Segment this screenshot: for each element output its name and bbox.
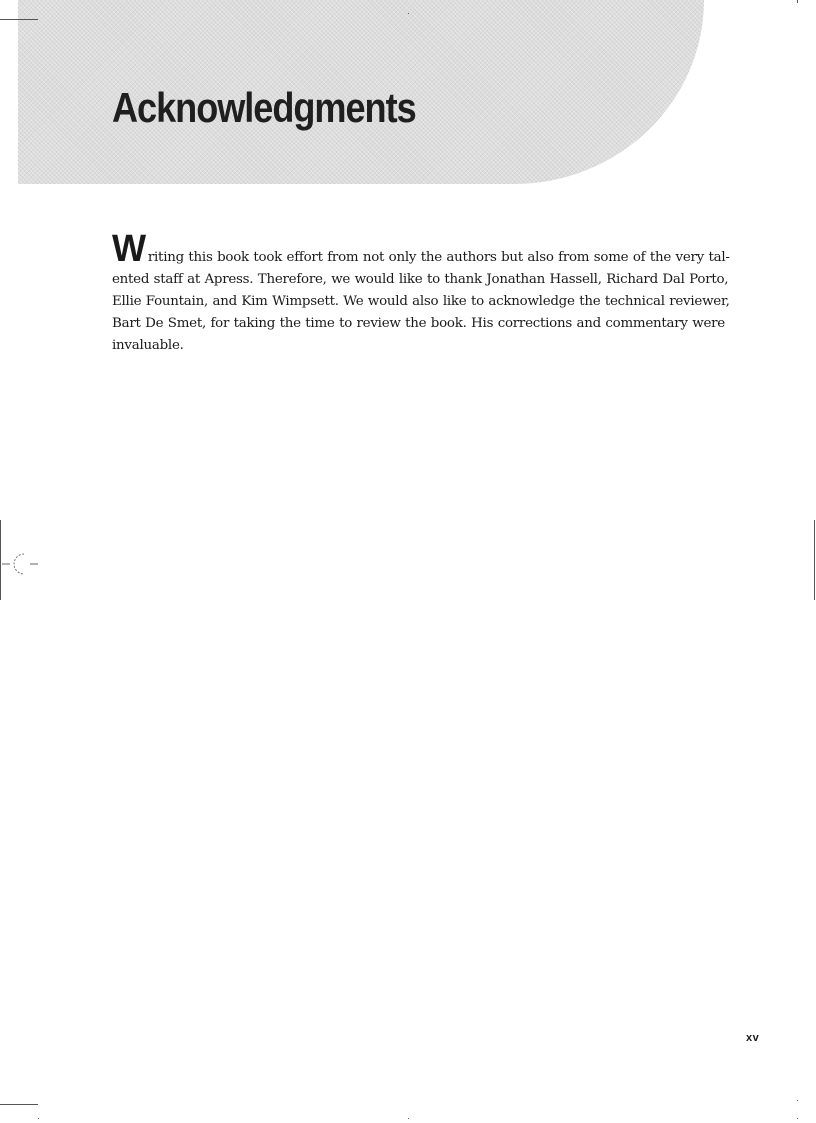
crop-mark-left-edge [0,520,1,600]
print-dot [408,13,409,14]
paragraph-line: Ellie Fountain, and Kim Wimpsett. We would also like to acknowledge the technical reviewer, [112,294,730,309]
print-dot [38,1118,39,1119]
paragraph-line-text: riting this book took effort from not only the authors but also from some of the very tal- [147,250,730,265]
crop-mark-bottom-left [0,1104,38,1105]
print-dot [408,1118,409,1119]
paragraph-line: Bart De Smet, for taking the time to review the book. His corrections and commentary were [112,316,725,331]
crop-mark-top-right [797,0,798,3]
paragraph-line: ented staff at Apress. Therefore, we would like to thank Jonathan Hassell, Richard Dal Porto, [112,272,729,287]
body-paragraph [112,228,730,357]
crop-mark-right-edge [814,520,815,600]
print-dot [797,1100,798,1101]
paragraph-line [112,228,730,270]
drop-cap: W [112,228,146,270]
crop-mark-top-left [0,19,38,20]
page-number: xv [746,1032,760,1044]
paragraph-line: invaluable. [112,338,184,353]
print-dot [797,1118,798,1119]
chapter-title: Acknowledgments [112,84,416,131]
registration-mark-icon [2,546,38,582]
